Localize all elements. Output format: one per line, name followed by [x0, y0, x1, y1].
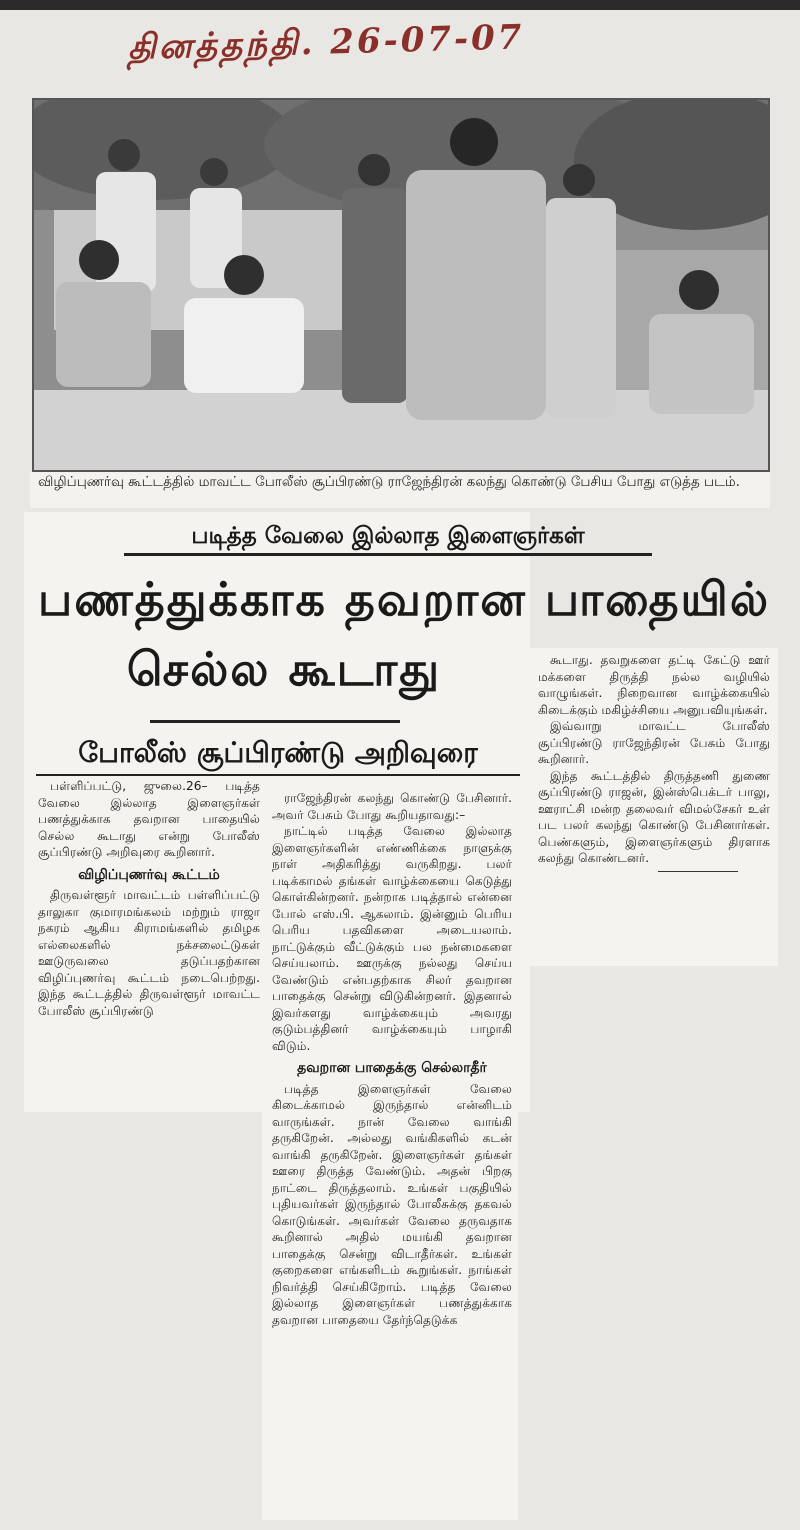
headline-line-1: பணத்துக்காக தவறான பாதையில்: [37, 572, 771, 626]
paragraph: கூடாது. தவறுகளை தட்டி கேட்டு ஊர் மக்களை திருத்தி நல்ல வழியில் வாழுங்கள். நிறைவான வாழ்க்கையில் கிடைக்கும் மகிழ்ச்சியை அனுபவியுங்கள்.: [538, 653, 770, 717]
paragraph: படித்த இளைஞர்கள் வேலை கிடைக்காமல் இருந்தால் என்னிடம் வாருங்கள். நான் வேலை வாங்கி தருகிறேன். அல்லது வங்கிகளில் கடன் வாங்கி தருகிறேன். இளைஞர்கள் தங்கள் ஊரை திருத்த வேண்டும். அதன் பிறகு நாட்டை திருத்தலாம். உங்கள் பகுதியில் புதியவர்கள் இருந்தால் போலீசுக்கு தகவல் கொடுங்கள். அவர்கள் வேலை தருவதாக கூறினால் அதில் மயங்கி தவறான பாதைக்கு சென்று விடாதீர்கள். உங்கள் குறைகளை எங்களிடம் கூறுங்கள். நாங்கள் நிவர்த்தி செய்கிறோம். படித்த வேலை இல்லாத இளைஞர்கள் பணத்துக்காக தவறான பாதையை தேர்ந்தெடுக்க: [272, 1081, 512, 1327]
news-photo: [32, 98, 770, 472]
paragraph: பள்ளிப்பட்டு, ஜுலை.26– படித்த வேலை இல்லாத இளைஞர்கள் பணத்துக்காக தவறான பாதையில் செல்ல கூடாது என்று போலீஸ் சூப்பிரண்டு அறிவுரை கூறினார்.: [38, 779, 260, 859]
section-heading: தவறான பாதைக்கு செல்லாதீர்: [297, 1060, 487, 1076]
paragraph: இந்த கூட்டத்தில் திருத்தணி துணை சூப்பிரண்டு ராஜன், இன்ஸ்பெக்டர் பாலு, ஊராட்சி மன்ற தலைவர் விமல்சேகர் உள் பட பலர் கலந்து கொண்டு பேசினார்கள். பெண்களும், இளைஞர்களும் திரளாக கலந்து கொண்டனர்.: [538, 768, 770, 865]
article-kicker: படித்த வேலை இல்லாத இளைஞர்கள்: [124, 516, 652, 556]
end-rule: [658, 871, 738, 872]
scan-top-border: [0, 0, 800, 10]
paragraph: ராஜேந்திரன் கலந்து கொண்டு பேசினார். அவர் பேசும் போது கூறியதாவது:–: [272, 791, 512, 822]
photo-caption: விழிப்புணர்வு கூட்டத்தில் மாவட்ட போலீஸ் சூப்பிரண்டு ராஜேந்திரன் கலந்து கொண்டு பேசிய போது எடுத்த படம்.: [30, 472, 770, 508]
headline-line-2: செல்ல கூடாது: [126, 642, 442, 696]
article-column-2: [272, 790, 512, 1328]
headline-rule: [150, 720, 400, 723]
article-column-3: [538, 652, 770, 872]
article-column-1: [38, 778, 260, 1019]
article-subheadline: போலீஸ் சூப்பிரண்டு அறிவுரை: [36, 730, 520, 776]
handwritten-date: தினத்தந்தி. 26-07-07: [127, 17, 525, 68]
paragraph: நாட்டில் படித்த வேலை இல்லாத இளைஞர்களின் எண்ணிக்கை நாளுக்கு நாள் அதிகரித்து வருகிறது. பலர் படிக்காமல் தங்கள் வாழ்க்கையை கெடுத்து கொள்கின்றனர். நன்றாக படித்தால் என்னை போல் எஸ்.பி. ஆகலாம். இன்னும் பெரிய பெரிய பதவிகளை அடையலாம். நாட்டுக்கும் வீட்டுக்கும் பல நன்மைகளை செய்யலாம். ஊருக்கு நல்லது செய்ய வேண்டும் என்பதற்காக சிலர் தவறான பாதைக்கு சென்று விடுகின்றனர். இதனால் இவர்களது வாழ்க்கையும் அவரது குடும்பத்தினர் வாழ்க்கையும் பாழாகி விடும்.: [272, 824, 512, 1053]
section-heading: விழிப்புணர்வு கூட்டம்: [78, 866, 220, 883]
paragraph: திருவள்ளூர் மாவட்டம் பள்ளிப்பட்டு தாலுகா குமாரமங்கலம் மற்றும் ராஜா நகரம் ஆகிய கிராமங்களில் தமிழக எல்லைகளில் நக்சலைட்டுகள் ஊடுருவலை தடுப்பதற்கான விழிப்புணர்வு கூட்டம் நடைபெற்றது. இந்த கூட்டத்தில் திருவள்ளூர் மாவட்ட போலீஸ் சூப்பிரண்டு: [38, 888, 260, 1018]
paragraph: இவ்வாறு மாவட்ட போலீஸ் சூப்பிரண்டு ராஜேந்திரன் பேசும் போது கூறினார்.: [538, 719, 770, 766]
